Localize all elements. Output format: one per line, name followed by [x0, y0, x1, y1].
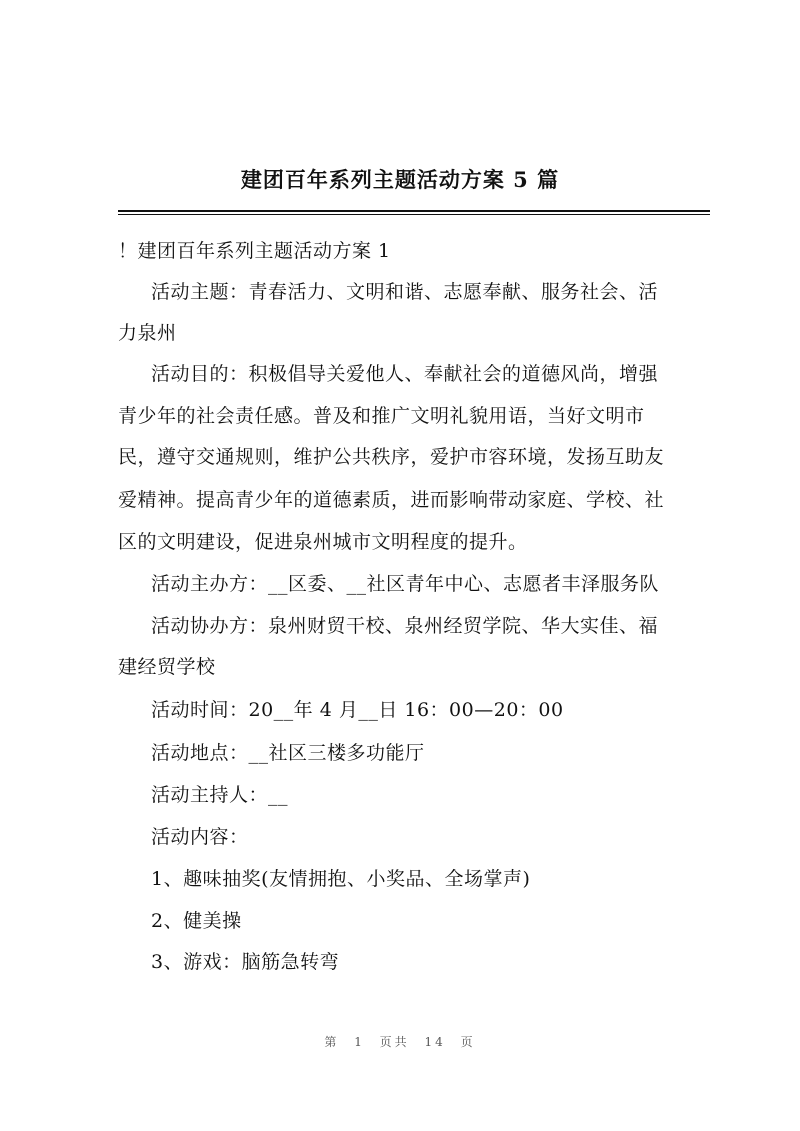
paragraph-line: 活动主题：青春活力、文明和谐、志愿奉献、服务社会、活 [151, 281, 659, 303]
paragraph-line: 活动内容： [151, 826, 249, 848]
paragraph-line: 活动目的：积极倡导关爱他人、奉献社会的道德风尚，增强 [151, 363, 659, 385]
document-title: 建团百年系列主题活动方案 5 篇 [240, 167, 560, 192]
footer-prefix: 第 [324, 1035, 340, 1049]
paragraph-line: 活动主办方：__区委、__社区青年中心、志愿者丰泽服务队 [151, 573, 660, 595]
paragraph-line: 青少年的社会责任感。普及和推广文明礼貌用语，当好文明市 [118, 405, 645, 427]
paragraph-line: 活动地点：__社区三楼多功能厅 [151, 742, 425, 764]
section-heading: ！建团百年系列主题活动方案 1 [118, 240, 391, 262]
footer-page-number: 1 [354, 1035, 365, 1049]
list-item: 1、趣味抽奖(友情拥抱、小奖品、全场掌声) [151, 868, 531, 890]
paragraph-line: 活动主持人：__ [151, 784, 289, 806]
footer-total-pages: 14 [424, 1035, 446, 1049]
paragraph-line: 建经贸学校 [118, 656, 216, 678]
paragraph-line: 爱精神。提高青少年的道德素质，进而影响带动家庭、学校、社 [118, 489, 665, 511]
title-rule-thin [118, 214, 710, 215]
paragraph-line: 民，遵守交通规则，维护公共秩序，爱护市容环境，发扬互助友 [118, 446, 665, 468]
footer-suffix: 页 [460, 1035, 476, 1049]
paragraph-line: 区的文明建设，促进泉州城市文明程度的提升。 [118, 531, 528, 553]
paragraph-line: 力泉州 [118, 322, 177, 344]
list-item: 3、游戏：脑筋急转弯 [151, 951, 340, 973]
title-rule-thick [118, 210, 710, 212]
list-item: 2、健美操 [151, 910, 242, 932]
paragraph-line: 活动时间：20__年 4 月__日 16：00—20：00 [151, 699, 564, 721]
page-footer [0, 1033, 800, 1050]
paragraph-line: 活动协办方：泉州财贸干校、泉州经贸学院、华大实佳、福 [151, 615, 659, 637]
footer-middle: 页共 [379, 1035, 410, 1049]
